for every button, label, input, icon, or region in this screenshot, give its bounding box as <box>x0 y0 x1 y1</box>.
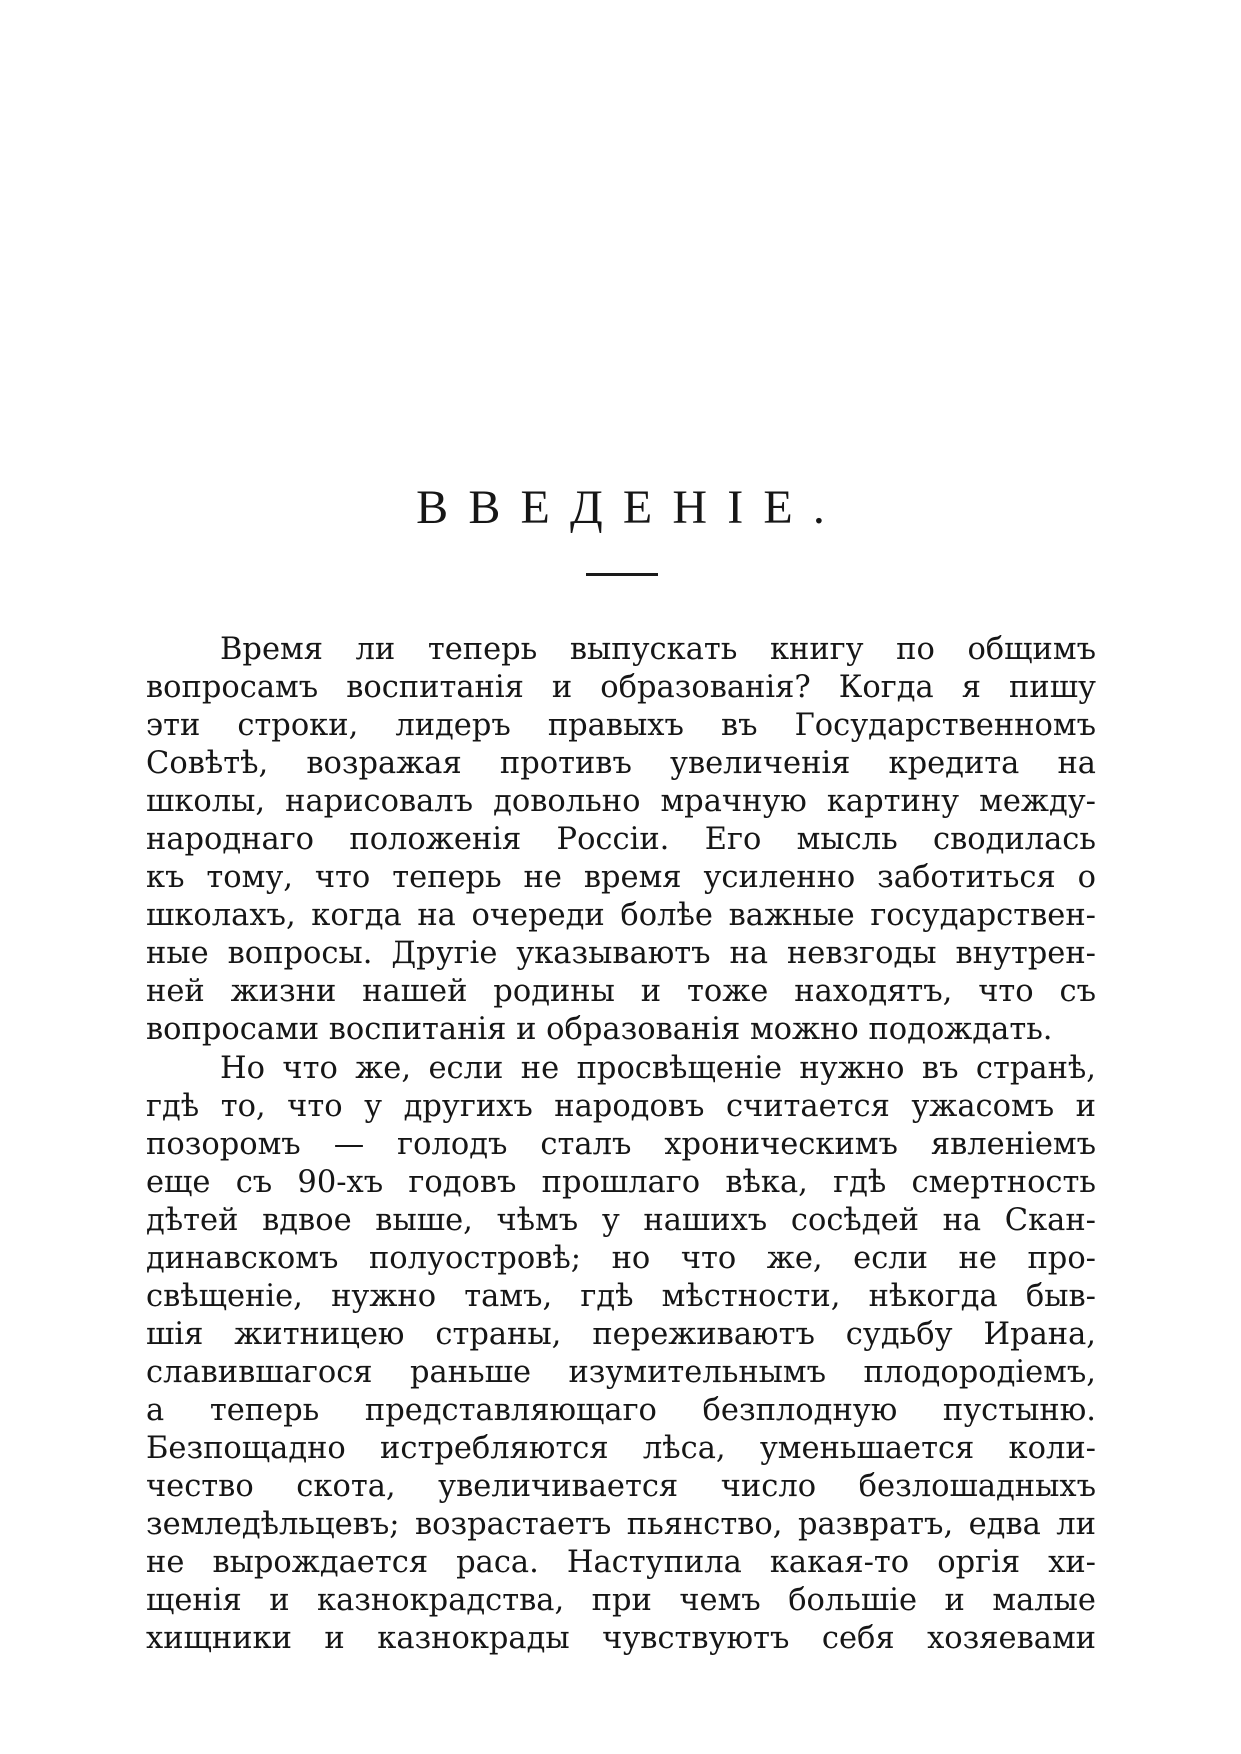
text-line: свѣщеніе, нужно тамъ, гдѣ мѣстности, нѣкогда быв- <box>146 1278 1096 1314</box>
text-line: вопросами воспитанія и образованія можно подождать. <box>146 1012 1053 1048</box>
text-line: Но что же, если не просвѣщеніе нужно въ странѣ, <box>220 1050 1096 1086</box>
text-line: народнаго положенія Россіи. Его мысль сводилась <box>146 822 1096 858</box>
text-line: хищники и казнокрады чувствуютъ себя хозяевами <box>146 1621 1096 1657</box>
body-text <box>146 631 1096 1658</box>
text-line: шія житницею страны, переживаютъ судьбу Ирана, <box>146 1316 1096 1352</box>
text-line: земледѣльцевъ; возрастаетъ пьянство, развратъ, едва ли <box>146 1507 1096 1543</box>
text-line: ней жизни нашей родины и тоже находятъ, что съ <box>146 974 1096 1010</box>
title-divider <box>586 573 658 576</box>
text-line: динавскомъ полуостровѣ; но что же, если не про- <box>146 1240 1096 1276</box>
text-line: эти строки, лидеръ правыхъ въ Государственномъ <box>146 708 1096 744</box>
text-line: позоромъ — голодъ сталъ хроническимъ явленіемъ <box>146 1126 1096 1162</box>
text-line: а теперь представляющаго безплодную пустыню. <box>146 1392 1096 1428</box>
text-line: щенія и казнокрадства, при чемъ большіе и малые <box>146 1583 1096 1619</box>
text-line: школы, нарисовалъ довольно мрачную картину между- <box>146 784 1096 820</box>
text-line: къ тому, что теперь не время усиленно заботиться о <box>146 860 1096 896</box>
text-line: ные вопросы. Другіе указываютъ на невзгоды внутрен- <box>146 936 1096 972</box>
text-line: не вырождается раса. Наступила какая-то оргія хи- <box>146 1545 1096 1581</box>
text-line: еще съ 90-хъ годовъ прошлаго вѣка, гдѣ смертность <box>146 1164 1096 1200</box>
text-line: Совѣтѣ, возражая противъ увеличенія кредита на <box>146 746 1096 782</box>
text-line: Безпощадно истребляются лѣса, уменьшается коли- <box>146 1430 1096 1466</box>
text-line: Время ли теперь выпускать книгу по общимъ <box>220 632 1096 667</box>
text-line: дѣтей вдвое выше, чѣмъ у нашихъ сосѣдей на Скан- <box>146 1202 1096 1238</box>
text-line: славившагося раньше изумительнымъ плодородіемъ, <box>146 1354 1096 1390</box>
text-line: школахъ, когда на очереди болѣе важные государствен- <box>146 898 1096 934</box>
text-line: вопросамъ воспитанія и образованія? Когда я пишу <box>146 670 1096 706</box>
chapter-title: ВВЕДЕНІЕ. <box>416 481 845 534</box>
text-line: чество скота, увеличивается число безлошадныхъ <box>146 1469 1096 1505</box>
text-line: гдѣ то, что у другихъ народовъ считается ужасомъ и <box>146 1088 1096 1124</box>
